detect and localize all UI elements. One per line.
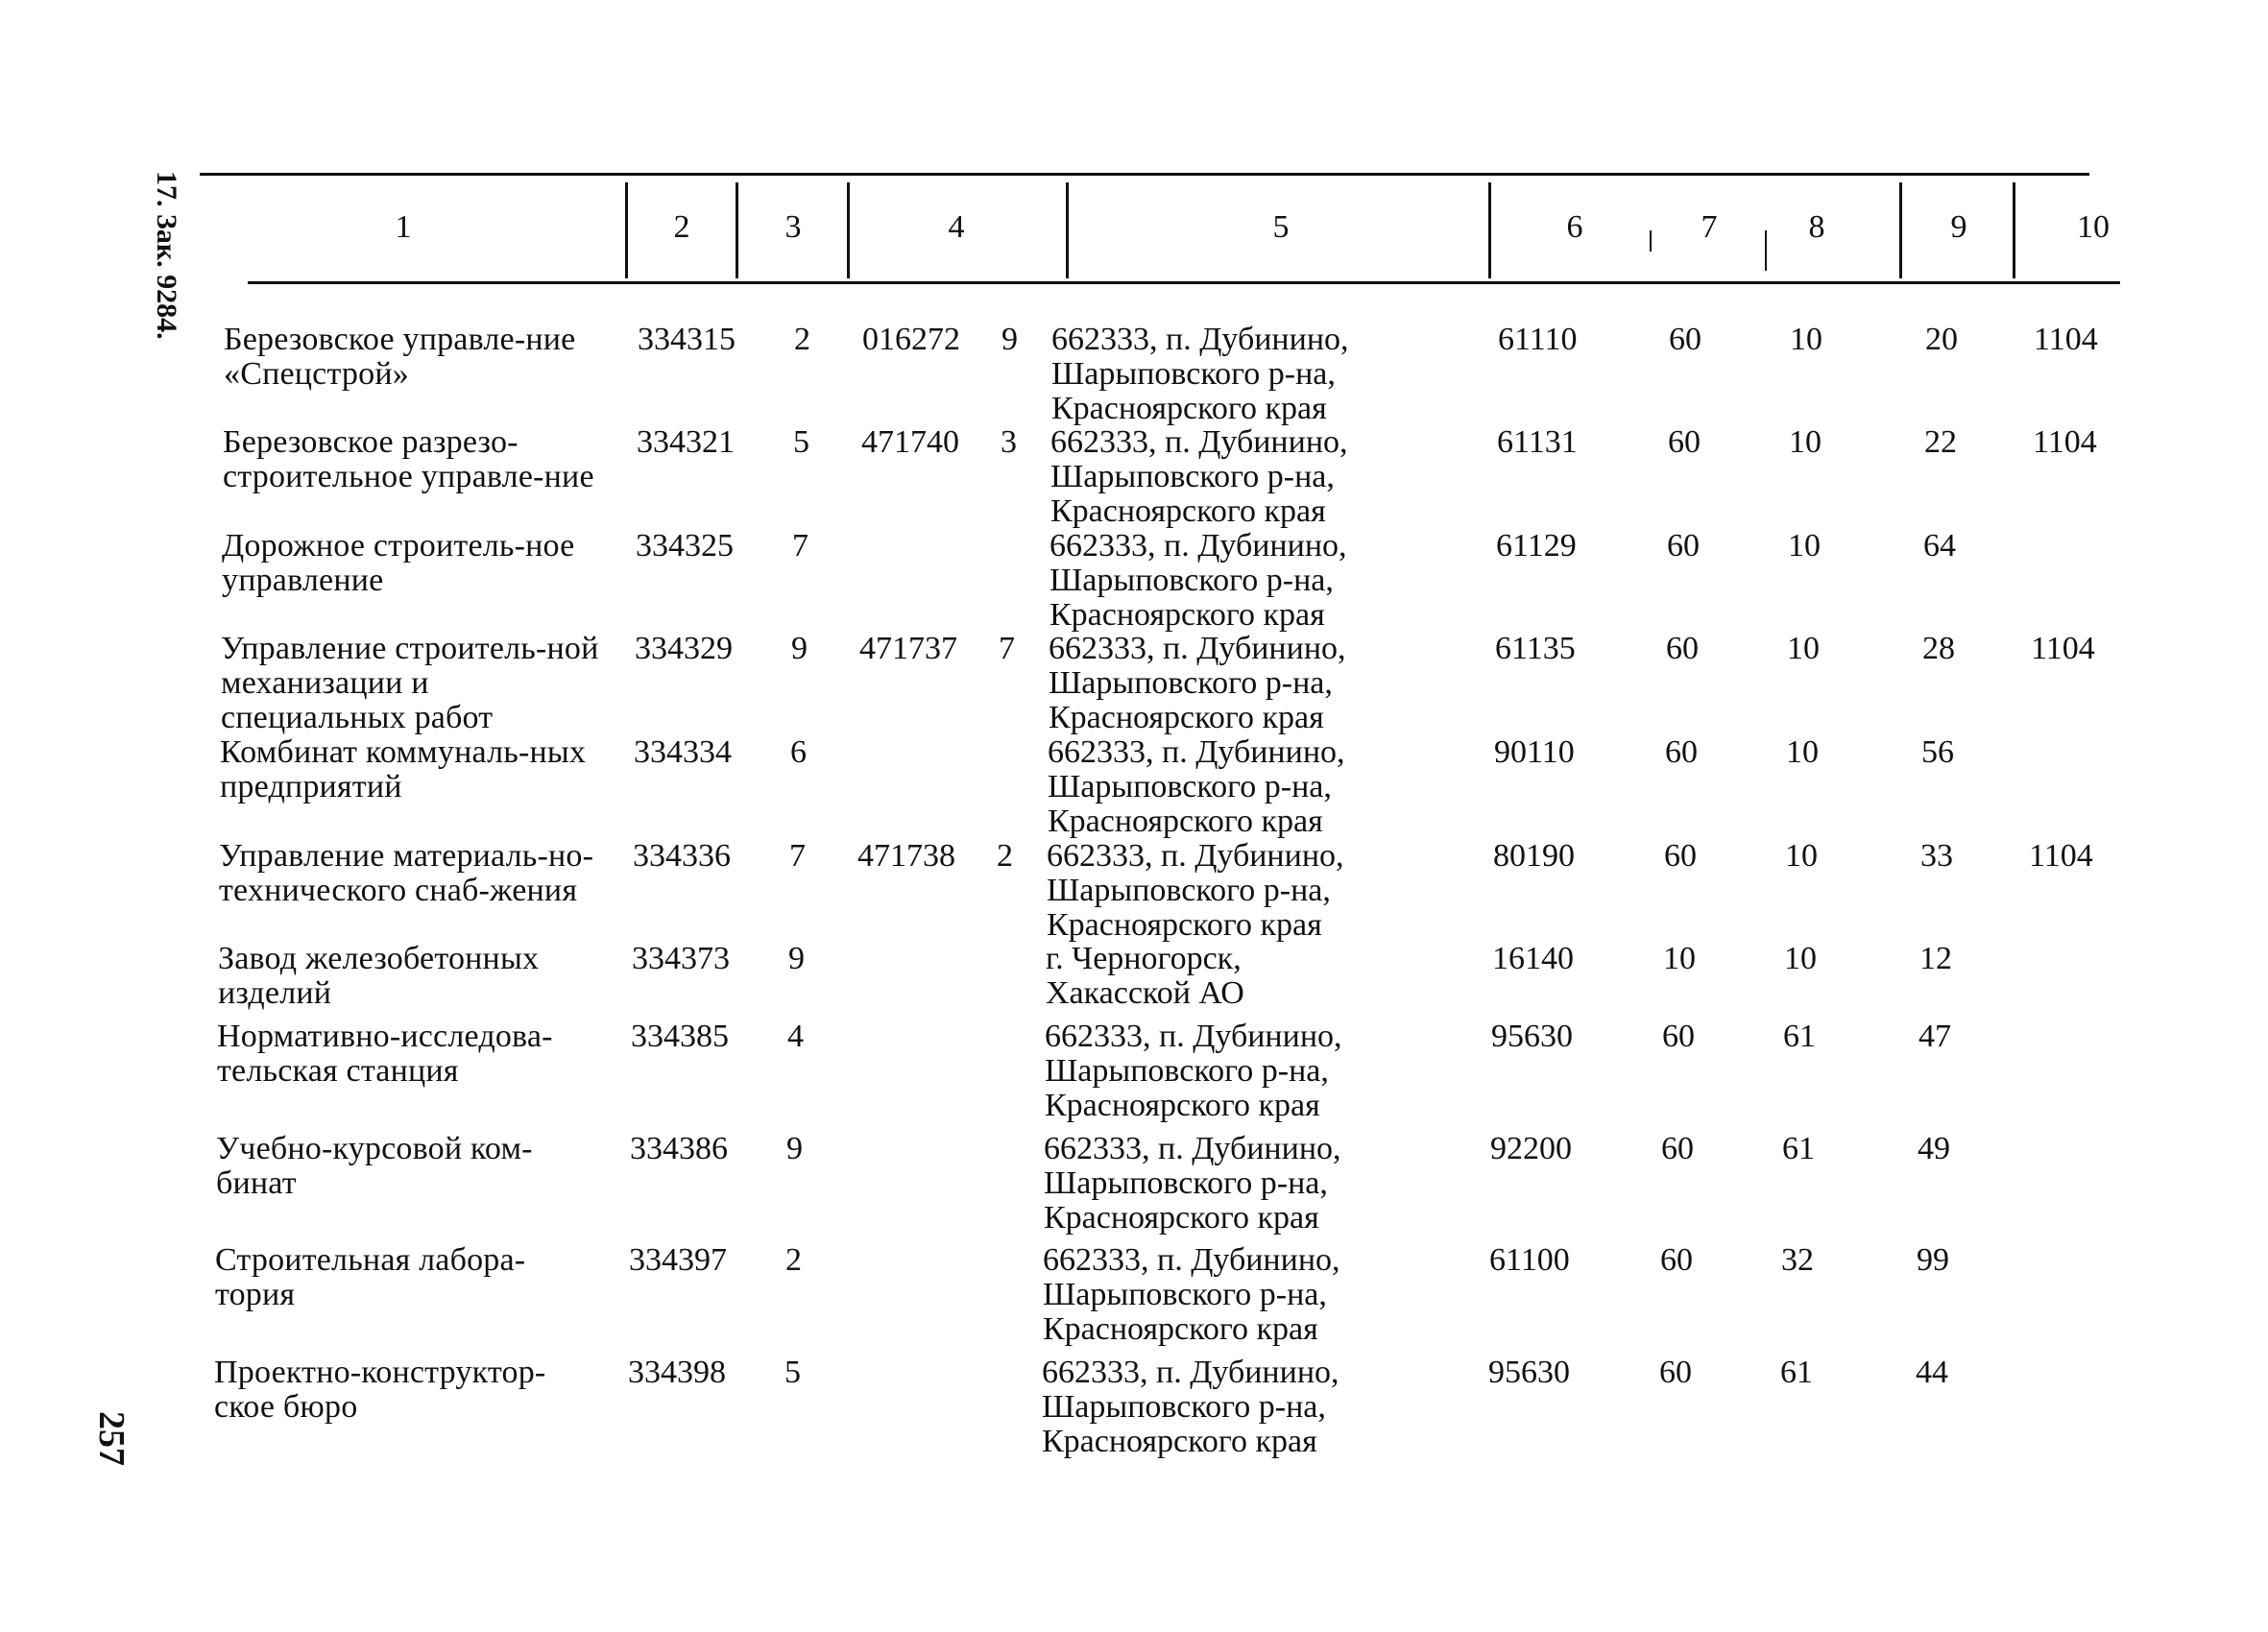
address-line: Шарыповского р-на, xyxy=(1048,769,1332,804)
enterprise-name: Завод железобетонных изделий xyxy=(218,941,540,1011)
column-header: 1 xyxy=(395,209,412,245)
code-cell: 33 xyxy=(1920,838,1953,874)
header-divider xyxy=(736,182,738,278)
address-line: 662333, п. Дубинино, xyxy=(1044,1131,1341,1166)
address-line: 662333, п. Дубинино, xyxy=(1042,1355,1339,1390)
enterprise-name: Березовское управле-ние «Спецстрой» xyxy=(224,322,576,392)
code-cell: 61 xyxy=(1783,1019,1816,1054)
address-line: Красноярского края xyxy=(1043,1311,1318,1347)
address-line: Красноярского края xyxy=(1048,804,1323,839)
code-cell: 56 xyxy=(1921,734,1954,770)
enterprise-name: Строительная лабора-тория xyxy=(215,1242,526,1312)
column-header: 5 xyxy=(1272,209,1290,245)
address-line: г. Черногорск, xyxy=(1046,941,1242,976)
code-cell: 12 xyxy=(1919,941,1952,976)
address-cell xyxy=(1042,1356,1387,1459)
address-line: Красноярского края xyxy=(1051,391,1327,426)
address-cell xyxy=(1045,1020,1390,1123)
code-cell: 20 xyxy=(1925,322,1958,357)
address-line: Красноярского края xyxy=(1047,907,1322,943)
column-header: 4 xyxy=(948,209,965,245)
address-line: Шарыповского р-на, xyxy=(1045,1053,1329,1089)
page-number: 257 xyxy=(91,1411,132,1466)
address-cell xyxy=(1044,1132,1389,1236)
address-cell xyxy=(1051,323,1397,426)
code-cell: 60 xyxy=(1669,322,1701,357)
check-digit-cell: 7 xyxy=(999,631,1015,666)
header-divider xyxy=(1488,182,1491,278)
check-digit-cell: 9 xyxy=(786,1131,803,1166)
check-digit-cell: 9 xyxy=(791,631,808,666)
code-cell: 61129 xyxy=(1496,528,1577,564)
code-cell: 10 xyxy=(1788,528,1821,564)
code-cell: 60 xyxy=(1661,1131,1694,1166)
enterprise-name: Дорожное строитель-ное управление xyxy=(222,528,575,598)
check-digit-cell: 7 xyxy=(792,528,808,564)
code-cell: 61131 xyxy=(1497,424,1578,460)
code-cell: 60 xyxy=(1667,528,1700,564)
address-cell xyxy=(1049,632,1394,735)
address-line: Красноярского края xyxy=(1050,597,1325,633)
code-cell: 471737 xyxy=(859,631,957,666)
code-cell: 10 xyxy=(1784,941,1817,976)
address-line: 662333, п. Дубинино, xyxy=(1050,424,1348,460)
address-line: Красноярского края xyxy=(1042,1424,1317,1459)
address-line: Шарыповского р-на, xyxy=(1043,1277,1327,1312)
code-cell: 95630 xyxy=(1491,1019,1573,1054)
code-cell: 61100 xyxy=(1489,1242,1570,1278)
address-line: 662333, п. Дубинино, xyxy=(1047,838,1344,874)
header-divider xyxy=(1765,230,1767,271)
code-cell: 016272 xyxy=(862,322,960,357)
address-line: Шарыповского р-на, xyxy=(1044,1165,1328,1201)
code-cell: 1104 xyxy=(2033,424,2097,460)
code-cell: 60 xyxy=(1664,838,1697,874)
code-cell: 28 xyxy=(1922,631,1955,666)
code-cell: 61 xyxy=(1782,1131,1815,1166)
code-cell: 334321 xyxy=(637,424,735,460)
code-cell: 32 xyxy=(1781,1242,1814,1278)
print-order-note: 17. Зак. 9284. xyxy=(151,171,182,340)
enterprise-name: Нормативно-исследова-тельская станция xyxy=(217,1019,553,1089)
column-header: 6 xyxy=(1566,209,1583,245)
code-cell: 1104 xyxy=(2034,322,2098,357)
code-cell: 334325 xyxy=(636,528,734,564)
code-cell: 471738 xyxy=(857,838,955,874)
check-digit-cell: 4 xyxy=(787,1019,804,1054)
address-line: Шарыповского р-на, xyxy=(1051,356,1336,392)
address-line: 662333, п. Дубинино, xyxy=(1049,631,1346,666)
address-line: Хакасской АО xyxy=(1046,975,1244,1011)
code-cell: 99 xyxy=(1917,1242,1949,1278)
check-digit-cell: 2 xyxy=(997,838,1013,874)
column-header: 9 xyxy=(1950,209,1967,245)
enterprise-name: Учебно-курсовой ком-бинат xyxy=(216,1131,533,1201)
code-cell: 61135 xyxy=(1495,631,1576,666)
address-line: Красноярского края xyxy=(1044,1200,1319,1236)
code-cell: 334329 xyxy=(635,631,733,666)
code-cell: 10 xyxy=(1789,424,1822,460)
address-line: 662333, п. Дубинино, xyxy=(1048,734,1345,770)
code-cell: 10 xyxy=(1785,838,1818,874)
check-digit-cell: 5 xyxy=(793,424,809,460)
code-cell: 49 xyxy=(1918,1131,1950,1166)
enterprise-name: Березовское разрезо-строительное управле-ние xyxy=(223,424,594,494)
address-line: 662333, п. Дубинино, xyxy=(1043,1242,1340,1278)
code-cell: 334386 xyxy=(630,1131,728,1166)
address-line: Красноярского края xyxy=(1045,1088,1320,1123)
check-digit-cell: 5 xyxy=(784,1355,801,1390)
address-line: Шарыповского р-на, xyxy=(1042,1389,1326,1425)
address-line: Шарыповского р-на, xyxy=(1047,873,1331,908)
code-cell: 95630 xyxy=(1488,1355,1570,1390)
code-cell: 44 xyxy=(1916,1355,1948,1390)
column-header: 2 xyxy=(673,209,690,245)
enterprise-name: Управление материаль-но-технического снаб-жения xyxy=(219,838,594,908)
header-divider xyxy=(1066,182,1069,278)
address-line: Шарыповского р-на, xyxy=(1050,459,1335,494)
address-cell xyxy=(1048,735,1393,839)
address-cell xyxy=(1047,839,1392,943)
address-line: 662333, п. Дубинино, xyxy=(1051,322,1349,357)
code-cell: 61 xyxy=(1780,1355,1813,1390)
code-cell: 334334 xyxy=(634,734,732,770)
enterprise-name: Комбинат коммуналь-ных предприятий xyxy=(220,734,587,804)
code-cell: 1104 xyxy=(2029,838,2093,874)
table-header-rule xyxy=(248,281,2120,284)
header-divider xyxy=(847,182,850,278)
check-digit-cell: 3 xyxy=(1001,424,1017,460)
code-cell: 334336 xyxy=(633,838,731,874)
column-header: 8 xyxy=(1808,209,1825,245)
code-cell: 80190 xyxy=(1493,838,1575,874)
address-cell xyxy=(1050,425,1396,529)
code-cell: 47 xyxy=(1918,1019,1951,1054)
address-cell xyxy=(1046,942,1391,1011)
header-divider xyxy=(1899,182,1902,278)
code-cell: 22 xyxy=(1924,424,1957,460)
code-cell: 334385 xyxy=(631,1019,729,1054)
code-cell: 92200 xyxy=(1490,1131,1572,1166)
check-digit-cell: 7 xyxy=(789,838,806,874)
code-cell: 10 xyxy=(1790,322,1822,357)
code-cell: 334373 xyxy=(632,941,730,976)
enterprise-name: Управление строитель-ной механизации и специальных работ xyxy=(221,631,599,735)
code-cell: 10 xyxy=(1786,734,1819,770)
address-line: 662333, п. Дубинино, xyxy=(1050,528,1347,564)
address-line: Шарыповского р-на, xyxy=(1050,563,1334,598)
address-line: Красноярского края xyxy=(1050,493,1326,529)
code-cell: 334398 xyxy=(628,1355,726,1390)
header-divider xyxy=(2013,182,2015,278)
column-header: 7 xyxy=(1701,209,1718,245)
header-divider xyxy=(625,182,628,278)
enterprise-name: Проектно-конструктор-ское бюро xyxy=(214,1355,546,1425)
check-digit-cell: 2 xyxy=(794,322,810,357)
code-cell: 60 xyxy=(1662,1019,1695,1054)
code-cell: 60 xyxy=(1668,424,1701,460)
header-divider xyxy=(1650,230,1652,252)
table-top-rule xyxy=(200,173,2089,176)
code-cell: 10 xyxy=(1663,941,1696,976)
code-cell: 16140 xyxy=(1492,941,1574,976)
code-cell: 64 xyxy=(1923,528,1956,564)
check-digit-cell: 9 xyxy=(1001,322,1018,357)
code-cell: 334397 xyxy=(629,1242,727,1278)
code-cell: 60 xyxy=(1659,1355,1692,1390)
code-cell: 90110 xyxy=(1494,734,1575,770)
code-cell: 60 xyxy=(1665,734,1698,770)
code-cell: 1104 xyxy=(2031,631,2095,666)
address-line: Красноярского края xyxy=(1049,700,1324,735)
address-line: 662333, п. Дубинино, xyxy=(1045,1019,1342,1054)
column-header: 10 xyxy=(2077,209,2110,245)
code-cell: 471740 xyxy=(861,424,959,460)
code-cell: 60 xyxy=(1660,1242,1693,1278)
column-header: 3 xyxy=(784,209,802,245)
code-cell: 10 xyxy=(1787,631,1820,666)
address-line: Шарыповского р-на, xyxy=(1049,665,1333,701)
check-digit-cell: 9 xyxy=(788,941,805,976)
check-digit-cell: 2 xyxy=(785,1242,802,1278)
code-cell: 60 xyxy=(1666,631,1699,666)
address-cell xyxy=(1050,529,1395,633)
address-cell xyxy=(1043,1243,1388,1347)
code-cell: 61110 xyxy=(1498,322,1578,357)
check-digit-cell: 6 xyxy=(790,734,807,770)
code-cell: 334315 xyxy=(638,322,736,357)
